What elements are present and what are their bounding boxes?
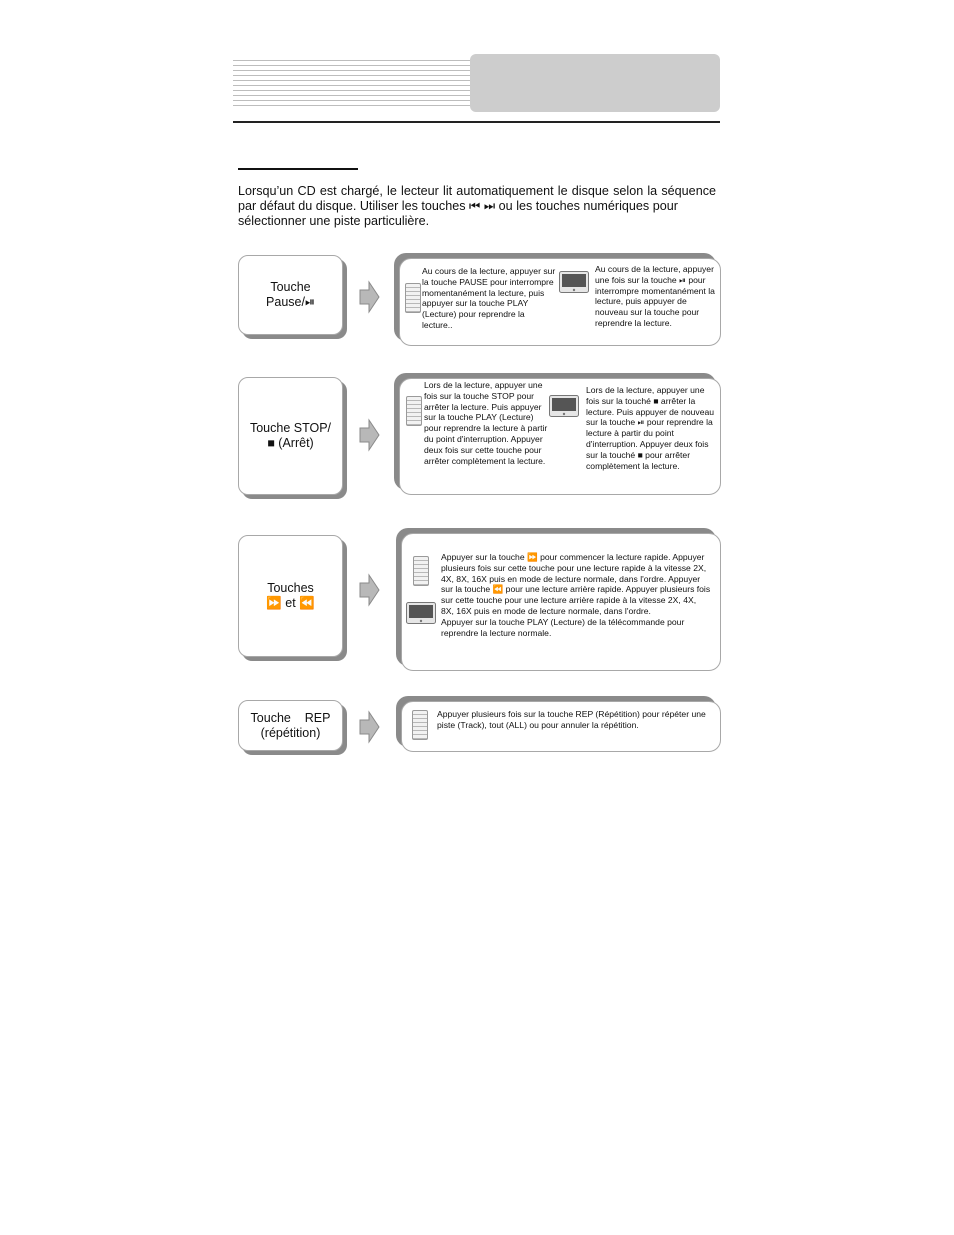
label-box-fast xyxy=(238,535,343,657)
header-stripes xyxy=(233,60,470,106)
label-box-pause xyxy=(238,255,343,335)
label-fast-line1: Touches xyxy=(267,581,314,595)
label-stop-line2: ■ (Arrêt) xyxy=(267,436,314,450)
label-pause-line2: Pause/⏯ xyxy=(266,295,315,309)
remote-control-icon xyxy=(406,396,422,426)
content-box-fast xyxy=(401,533,721,671)
rep-text: Appuyer plusieurs fois sur la touche REP (Répétition) pour répéter une piste (Track), tout (ALL) ou pour annuler la répétition. xyxy=(437,709,706,730)
portable-player-icon xyxy=(406,602,436,624)
remote-control-icon xyxy=(413,556,429,586)
pause-remote-text: Au cours de la lecture, appuyer sur la touche PAUSE pour interrompre momentanément la lecture, puis appuyer sur la touche PLAY (Lecture) pour reprendre la lecture.. xyxy=(422,266,556,330)
intro-line-2: sélectionner une piste particulière. xyxy=(238,214,430,228)
right-arrow-icon xyxy=(358,710,380,744)
intro-line-1: Lorsqu’un CD est chargé, le lecteur lit automatiquement le disque selon la séquence par défaut du disque. Utiliser les touches ⏮ ⏭ ou les touches numériques pour xyxy=(238,184,716,213)
label-fast-line2: ⏩ et ⏪ xyxy=(266,596,315,610)
right-arrow-icon xyxy=(358,573,380,607)
intro-paragraph xyxy=(238,184,716,229)
remote-control-icon xyxy=(405,283,421,313)
fast-text-play: Appuyer sur la touche PLAY (Lecture) de la télécommande pour reprendre la lecture normale. xyxy=(441,616,685,638)
header-rule xyxy=(233,121,720,123)
label-box-stop xyxy=(238,377,343,495)
fast-text-main: Appuyer sur la touche ⏩ pour commencer la lecture rapide. Appuyer plusieurs fois sur cette touche pour une lecture rapide à la vitesse 2X, 4X, 8X, 16X puis en mode de lecture normale, dans l'ordre. Appuyer sur la touche ⏪ pour une lecture arrière rapide. Appuyer plusieurs fois sur cette touche pour une lecture arrière rapide à la vitesse 2X, 4X, 8X, 16X puis en mode de lecture normale, dans l'ordre. xyxy=(441,552,711,616)
label-rep-line1: Touche REP xyxy=(250,710,331,725)
label-rep-line2: (répétition) xyxy=(260,725,321,740)
section-title-underline xyxy=(238,168,358,170)
portable-player-icon xyxy=(559,271,589,293)
stop-remote-text: Lors de la lecture, appuyer une fois sur la touche STOP pour arrêter la lecture. Puis appuyer sur la touche PLAY (Lecture) pour reprendre la lecture à partir du point d'interruption. Appuyer deux fois sur cette touche pour arrêter complètement la lecture. xyxy=(424,380,548,466)
content-box-pause xyxy=(399,258,721,346)
pause-unit-text: Au cours de la lecture, appuyer une fois sur la touche ⏯ pour interrompre momentanément la lecture, puis appuyer de nouveau sur la touche pour reprendre la lecture. xyxy=(595,264,715,328)
right-arrow-icon xyxy=(358,418,380,452)
label-pause-line1: Touche xyxy=(270,280,311,294)
portable-player-icon xyxy=(549,395,579,417)
content-box-stop xyxy=(399,378,721,495)
remote-control-icon xyxy=(412,710,428,740)
header-title-box xyxy=(470,54,720,112)
content-box-rep xyxy=(401,701,721,752)
fast-text xyxy=(441,552,711,638)
stop-unit-text: Lors de la lecture, appuyer une fois sur la touché ■ arrêter la lecture. Puis appuyer de nouveau sur la touche ⏯ pour reprendre la lecture à partir du point d'interruption. Appuyer deux fois sur la touché ■ pour arrêter complètement la lecture. xyxy=(586,385,715,471)
label-stop-line1: Touche STOP/ xyxy=(249,421,332,435)
label-box-rep xyxy=(238,700,343,751)
right-arrow-icon xyxy=(358,280,380,314)
